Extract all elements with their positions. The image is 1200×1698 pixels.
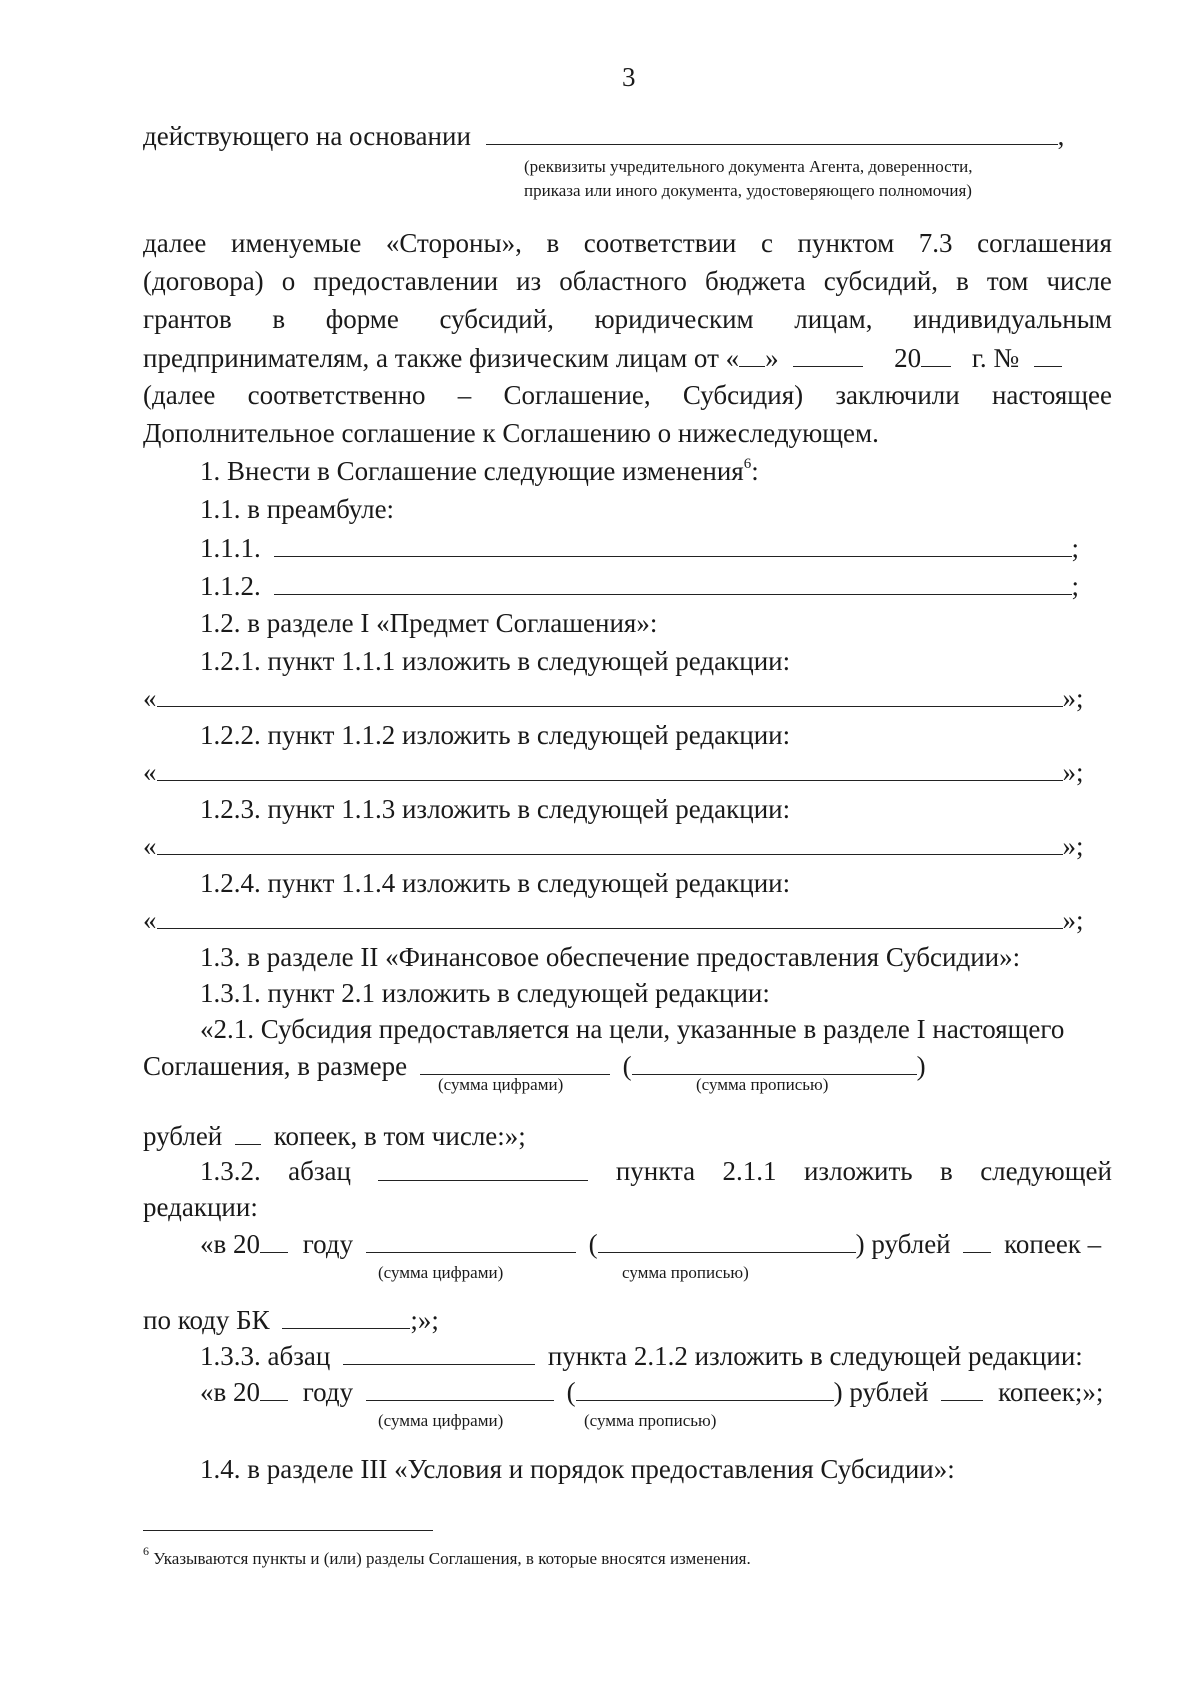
- item-1-1-1: [200, 530, 1079, 565]
- word: далее: [143, 228, 207, 258]
- year-word-1: году: [302, 1229, 354, 1259]
- bk-end: ;»;: [410, 1305, 439, 1335]
- word: соглашения: [977, 228, 1112, 258]
- quote-open: «: [143, 905, 157, 935]
- paragraph-line-3: [143, 302, 1112, 336]
- paragraph-line-4: [143, 340, 1062, 375]
- quote-open: «: [143, 757, 157, 787]
- item-1-text: 1. Внести в Соглашение следующие изменения: [200, 456, 744, 486]
- blank-year-sum-digits-1: [366, 1226, 576, 1253]
- item-2-1-line-1: «2.1. Субсидия предоставляется на цели, указанные в разделе I настоящего: [200, 1014, 1065, 1044]
- item-1: [200, 454, 759, 488]
- sleduyushchey-word: следующей: [980, 1156, 1112, 1186]
- word: (далее: [143, 380, 216, 410]
- word: в: [546, 228, 560, 258]
- blank-abzac-1: [378, 1154, 588, 1181]
- blank-number: [1034, 340, 1062, 367]
- blank-bk-code: [282, 1302, 410, 1329]
- intro-line: [143, 118, 1064, 153]
- blank-year-sum-digits-2: [366, 1374, 554, 1401]
- blank-1-1-1: [274, 530, 1072, 557]
- year-prefix-1: «в 20: [200, 1229, 260, 1259]
- word: Субсидия): [682, 380, 804, 410]
- quote-close: »;: [1062, 683, 1084, 713]
- word: (договора): [143, 266, 264, 296]
- rubles-word-2: ) рублей: [855, 1229, 951, 1259]
- blank-quote-1: [157, 680, 1063, 707]
- quote-line-4: [143, 902, 1084, 937]
- caption-sum-digits-3: (сумма цифрами): [378, 1411, 504, 1430]
- word: областного: [559, 266, 687, 296]
- item-1-colon: :: [751, 456, 759, 486]
- quote-open: «: [143, 831, 157, 861]
- word: юридическим: [594, 304, 754, 334]
- semicolon: ;: [1071, 571, 1080, 601]
- item-1-1-1-label: 1.1.1.: [200, 533, 261, 563]
- bk-line: [143, 1302, 439, 1337]
- item-1-2-4: 1.2.4. пункт 1.1.4 изложить в следующей редакции:: [200, 868, 791, 898]
- year-line-1: [200, 1226, 1101, 1261]
- word: бюджета: [704, 266, 806, 296]
- word: числе: [1046, 266, 1112, 296]
- intro-note-1: (реквизиты учредительного документа Агента, доверенности,: [524, 157, 973, 176]
- blank-year-sum-words-2: [576, 1374, 834, 1401]
- item-1-3-3-label: 1.3.3. абзац: [200, 1341, 331, 1371]
- semicolon: ;: [1071, 533, 1080, 563]
- p4-number: г. №: [971, 343, 1020, 373]
- paragraph-line-6: Дополнительное соглашение к Соглашению о нижеследующем.: [143, 418, 879, 448]
- page-number: 3: [622, 62, 636, 92]
- word: предоставлении: [313, 266, 499, 296]
- word: лицам,: [794, 304, 873, 334]
- word: в: [956, 266, 969, 296]
- caption-sum-words-3: (сумма прописью): [584, 1411, 717, 1430]
- quote-line-3: [143, 828, 1084, 863]
- blank-quote-3: [157, 828, 1063, 855]
- word: грантов: [143, 304, 232, 334]
- quote-line-1: [143, 680, 1084, 715]
- item-1-2-1: 1.2.1. пункт 1.1.1 изложить в следующей редакции:: [200, 646, 791, 676]
- blank-quote-2: [157, 754, 1063, 781]
- word: Соглашение,: [503, 380, 651, 410]
- blank-sum-digits: [420, 1048, 610, 1075]
- item-1-3-2-label: 1.3.2.: [200, 1156, 261, 1186]
- blank-kopecks-2: [963, 1226, 991, 1253]
- blank-kopecks-3: [941, 1374, 983, 1401]
- blank-kopecks: [235, 1118, 261, 1145]
- punkt-number: 2.1.1: [722, 1156, 777, 1186]
- item-1-3: 1.3. в разделе II «Финансовое обеспечение предоставления Субсидии»:: [200, 942, 1021, 972]
- word: настоящее: [991, 380, 1112, 410]
- intro-note-2: приказа или иного документа, удостоверяющего полномочия): [524, 181, 972, 200]
- paragraph-line-2: [143, 264, 1112, 298]
- blank-basis-document: [486, 118, 1058, 145]
- item-1-1: 1.1. в преамбуле:: [200, 494, 395, 524]
- intro-prefix: действующего на основании: [143, 121, 471, 151]
- quote-close: »;: [1062, 831, 1084, 861]
- p4-year: 20: [894, 343, 922, 373]
- word: том: [986, 266, 1029, 296]
- blank-quote-4: [157, 902, 1063, 929]
- item-1-3-1: 1.3.1. пункт 2.1 изложить в следующей редакции:: [200, 978, 770, 1008]
- item-1-1-2: [200, 568, 1079, 603]
- blank-day: [739, 340, 765, 367]
- v-word: в: [940, 1156, 953, 1186]
- item-1-2-2: 1.2.2. пункт 1.1.2 изложить в следующей редакции:: [200, 720, 791, 750]
- blank-month: [793, 340, 863, 367]
- caption-sum-digits-2: (сумма цифрами): [378, 1263, 504, 1282]
- word: индивидуальным: [913, 304, 1112, 334]
- blank-year-2: [260, 1374, 288, 1401]
- quote-close: »;: [1062, 905, 1084, 935]
- item-1-3-2: [200, 1154, 1112, 1188]
- caption-sum-words-1: (сумма прописью): [696, 1075, 829, 1094]
- quote-line-2: [143, 754, 1084, 789]
- word: именуемые: [231, 228, 362, 258]
- word: субсидий,: [823, 266, 939, 296]
- bk-label: по коду БК: [143, 1305, 270, 1335]
- blank-year-sum-words-1: [598, 1226, 856, 1253]
- footnote-mark: 6: [143, 1544, 149, 1559]
- item-1-3-3: [200, 1338, 1083, 1373]
- caption-sum-words-2: сумма прописью): [622, 1263, 749, 1282]
- intro-suffix: ,: [1057, 121, 1065, 151]
- item-1-2-3: 1.2.3. пункт 1.1.3 изложить в следующей редакции:: [200, 794, 791, 824]
- item-1-2: 1.2. в разделе I «Предмет Соглашения»:: [200, 608, 658, 638]
- blank-1-1-2: [274, 568, 1072, 595]
- word: субсидий,: [439, 304, 554, 334]
- item-1-3-2-cont: редакции:: [143, 1192, 258, 1222]
- item-1-4: 1.4. в разделе III «Условия и порядок предоставления Субсидии»:: [200, 1454, 955, 1484]
- size-label: Соглашения, в размере: [143, 1051, 408, 1081]
- word: пунктом: [797, 228, 895, 258]
- rubles-label: рублей: [143, 1121, 223, 1151]
- word: в: [272, 304, 286, 334]
- paren-open-2: (: [588, 1229, 598, 1259]
- year-prefix-2: «в 20: [200, 1377, 260, 1407]
- word: с: [760, 228, 773, 258]
- word: заключили: [835, 380, 960, 410]
- punkt-word: пункта: [615, 1156, 696, 1186]
- blank-abzac-2: [343, 1338, 535, 1365]
- izlozhit-word: изложить: [803, 1156, 913, 1186]
- paren-close: ): [916, 1051, 926, 1081]
- footnote-ref: 6: [743, 456, 752, 472]
- year-line-2: [200, 1374, 1103, 1409]
- blank-sum-words: [632, 1048, 917, 1075]
- kopecks-word-3: копеек;»;: [998, 1377, 1104, 1407]
- p4-b: »: [765, 343, 779, 373]
- word: из: [516, 266, 542, 296]
- word: соответствии: [583, 228, 737, 258]
- year-word-2: году: [302, 1377, 354, 1407]
- kopecks-label: копеек, в том числе:»;: [273, 1121, 526, 1151]
- paren-open-3: (: [566, 1377, 576, 1407]
- word: –: [457, 380, 472, 410]
- word: о: [281, 266, 296, 296]
- word: 7.3: [918, 228, 953, 258]
- rubles-line: [143, 1118, 526, 1153]
- footnote: [143, 1544, 751, 1570]
- word: форме: [325, 304, 399, 334]
- quote-open: «: [143, 683, 157, 713]
- footnote-separator: [143, 1530, 433, 1531]
- caption-sum-digits-1: (сумма цифрами): [438, 1075, 564, 1094]
- abzac-word: абзац: [288, 1156, 351, 1186]
- paren-open: (: [622, 1051, 632, 1081]
- p4-a: предпринимателям, а также физическим лицам от «: [143, 343, 740, 373]
- word: «Стороны»,: [385, 228, 522, 258]
- blank-year: [921, 340, 951, 367]
- paragraph-line-5: [143, 378, 1112, 412]
- paragraph-line-1: [143, 226, 1112, 260]
- word: соответственно: [247, 380, 426, 410]
- item-1-1-2-label: 1.1.2.: [200, 571, 261, 601]
- quote-close: »;: [1062, 757, 1084, 787]
- kopecks-word-2: копеек –: [1004, 1229, 1102, 1259]
- footnote-text: Указываются пункты и (или) разделы Соглашения, в которые вносятся изменения.: [149, 1549, 751, 1568]
- item-1-3-3-rest: пункта 2.1.2 изложить в следующей редакции:: [547, 1341, 1083, 1371]
- blank-year-1: [260, 1226, 288, 1253]
- rubles-word-3: ) рублей: [833, 1377, 929, 1407]
